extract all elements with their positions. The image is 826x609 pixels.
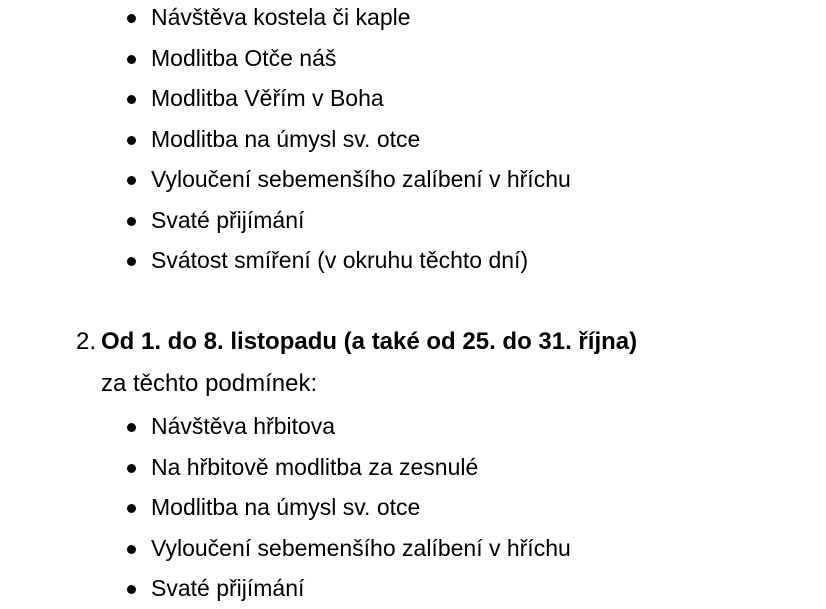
bullet-icon <box>127 176 136 185</box>
list-item <box>0 0 571 38</box>
list-item-text: Návštěva kostela či kaple <box>151 4 411 30</box>
list-item <box>0 119 571 160</box>
section-subtitle: za těchto podmínek: <box>101 370 318 397</box>
list-item-text: Vyloučení sebemenšího zalíbení v hříchu <box>151 534 571 561</box>
list-item-text: Vyloučení sebemenšího zalíbení v hříchu <box>151 166 571 192</box>
bullet-icon <box>127 14 136 23</box>
bullet-icon <box>127 423 136 432</box>
bullet-icon <box>127 136 136 145</box>
bullet-icon <box>127 545 136 554</box>
list-item <box>0 38 571 79</box>
section-title: Od 1. do 8. listopadu (a také od 25. do 31. října) <box>101 328 638 355</box>
section-heading <box>76 322 637 362</box>
bullet-icon <box>127 464 136 473</box>
list-item-text: Svátost smíření (v okruhu těchto dní) <box>151 247 529 273</box>
list-item <box>0 406 571 447</box>
list-item-text: Modlitba Věřím v Boha <box>151 85 384 111</box>
list-item <box>0 240 571 281</box>
list-item-text: Modlitba Otče náš <box>151 44 337 71</box>
bullet-icon <box>127 504 136 513</box>
conditions-list-churches <box>0 0 571 281</box>
list-item <box>0 159 571 200</box>
list-item-text: Modlitba na úmysl sv. otce <box>151 494 421 520</box>
list-item <box>0 568 571 609</box>
list-item-text: Modlitba na úmysl sv. otce <box>151 125 421 152</box>
list-item-text: Svaté přijímání <box>151 206 305 233</box>
list-item <box>0 487 571 528</box>
conditions-list-cemetery <box>0 406 571 609</box>
list-item <box>0 200 571 241</box>
bullet-icon <box>127 585 136 594</box>
bullet-icon <box>127 217 136 226</box>
bullet-icon <box>127 257 136 266</box>
list-item-text: Na hřbitově modlitba za zesnulé <box>151 453 479 480</box>
list-item-text: Svaté přijímání <box>151 575 305 601</box>
list-item <box>0 447 571 488</box>
list-item-text: Návštěva hřbitova <box>151 413 336 439</box>
bullet-icon <box>127 95 136 104</box>
list-item <box>0 528 571 569</box>
list-item <box>0 78 571 119</box>
bullet-icon <box>127 55 136 64</box>
section-number: 2. <box>76 328 97 355</box>
